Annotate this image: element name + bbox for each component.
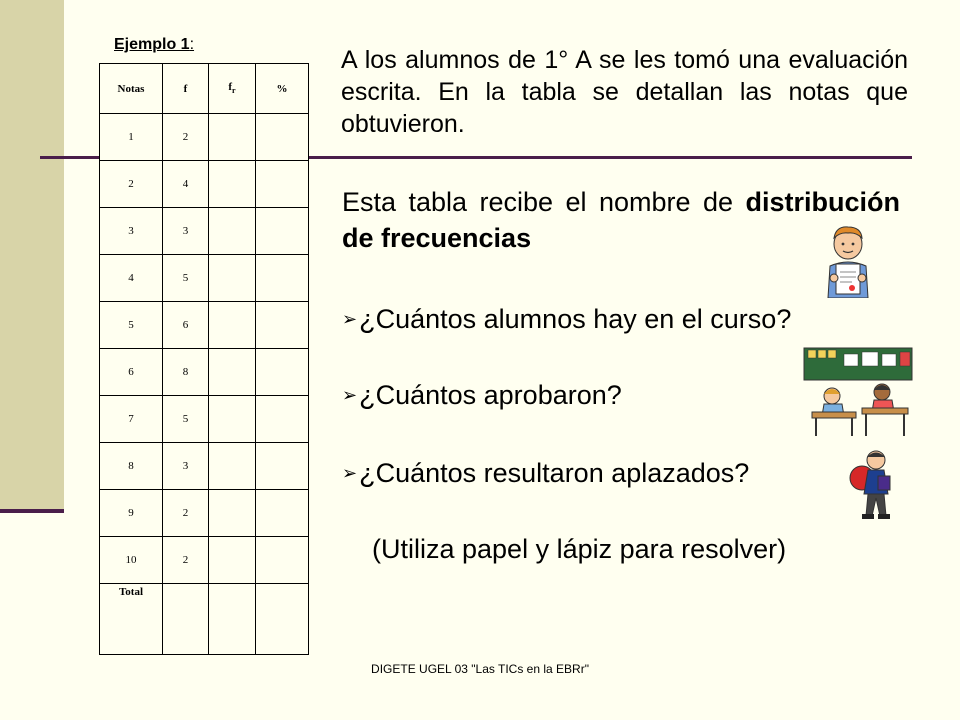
student-with-backpack-clipart [848,448,898,520]
cell-total-empty [256,584,309,655]
definition-term: distribución de frecuencias [342,187,900,253]
cell-percent [256,349,309,396]
cell-percent [256,302,309,349]
cell-nota: 1 [100,114,163,161]
question-3-text: ¿Cuántos resultaron aplazados? [359,458,750,488]
footer-text: DIGETE UGEL 03 "Las TICs en la EBRr" [371,662,589,676]
instruction-note: (Utiliza papel y lápiz para resolver) [372,534,787,564]
student-with-paper-clipart [816,222,880,298]
table-row [100,490,309,537]
header-fr [209,64,256,114]
cell-nota: 2 [100,161,163,208]
left-bar-divider [0,509,64,513]
cell-nota: 9 [100,490,163,537]
cell-f: 2 [163,114,209,161]
question-3 [342,455,749,491]
cell-percent [256,208,309,255]
question-1-text: ¿Cuántos alumnos hay en el curso? [359,304,792,334]
intro-paragraph: A los alumnos de 1° A se les tomó una evaluación escrita. En la tabla se detallan las notas que obtuvieron. [341,46,908,138]
question-2-text: ¿Cuántos aprobaron? [359,380,622,410]
frequency-table [99,63,309,655]
cell-total-label: Total [100,584,163,655]
table-row [100,302,309,349]
arrow-bullet-icon: ➢ [342,463,358,483]
cell-f: 2 [163,490,209,537]
table-row [100,349,309,396]
cell-percent [256,396,309,443]
cell-nota: 7 [100,396,163,443]
cell-total-empty [163,584,209,655]
example-label: Ejemplo 1 [114,36,190,53]
question-2 [342,377,622,413]
cell-fr [209,537,256,584]
arrow-bullet-icon: ➢ [342,309,358,329]
header-percent: % [256,64,309,114]
question-1 [342,301,791,337]
cell-percent [256,255,309,302]
table-header-row [100,64,309,114]
cell-nota: 6 [100,349,163,396]
cell-fr [209,490,256,537]
cell-nota: 4 [100,255,163,302]
header-notas: Notas [100,64,163,114]
cell-nota: 3 [100,208,163,255]
cell-percent [256,114,309,161]
cell-fr [209,114,256,161]
table-row [100,114,309,161]
cell-total-empty [209,584,256,655]
cell-fr [209,443,256,490]
cell-f: 3 [163,443,209,490]
cell-nota: 8 [100,443,163,490]
cell-f: 4 [163,161,209,208]
cell-fr [209,255,256,302]
left-decorative-bar [0,0,64,510]
cell-f: 2 [163,537,209,584]
definition-prefix: Esta tabla recibe el nombre de [342,187,746,217]
cell-percent [256,443,309,490]
header-fr-sub: r [232,86,236,96]
table-row [100,537,309,584]
cell-fr [209,208,256,255]
table-row [100,255,309,302]
example-colon: : [189,36,195,53]
table-row [100,161,309,208]
cell-percent [256,161,309,208]
table-row [100,396,309,443]
header-f: f [163,64,209,114]
cell-nota: 5 [100,302,163,349]
table-row [100,443,309,490]
cell-f: 8 [163,349,209,396]
cell-nota: 10 [100,537,163,584]
table-total-row [100,584,309,655]
cell-percent [256,490,309,537]
cell-fr [209,349,256,396]
cell-fr [209,302,256,349]
cell-fr [209,396,256,443]
cell-f: 6 [163,302,209,349]
classroom-clipart [796,346,916,438]
example-heading [114,36,194,54]
cell-f: 5 [163,396,209,443]
arrow-bullet-icon: ➢ [342,385,358,405]
cell-f: 5 [163,255,209,302]
cell-percent [256,537,309,584]
cell-fr [209,161,256,208]
table-row [100,208,309,255]
cell-f: 3 [163,208,209,255]
header-fr-base: f [228,81,233,94]
